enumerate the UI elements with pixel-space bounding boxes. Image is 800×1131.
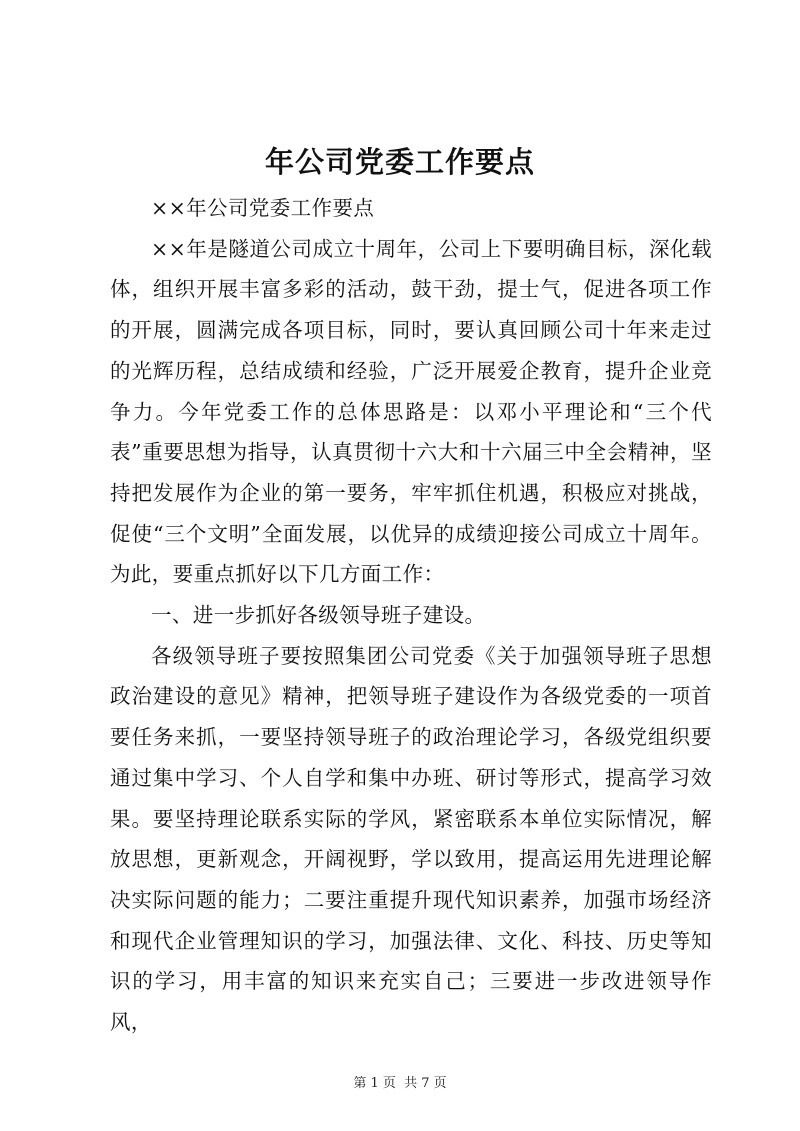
subtitle-paragraph: ××年公司党委工作要点 bbox=[151, 196, 375, 220]
document-title: 年公司党委工作要点 bbox=[264, 145, 535, 179]
section-heading: 一、进一步抓好各级领导班子建设。 bbox=[151, 603, 486, 628]
section-paragraph: 各级领导班子要按照集团公司党委《关于加强领导班子思想政治建设的意见》精神，把领导班子建设作为各级党委的一项首要任务来抓，一要坚持领导班子的政治理论学习，各级党组织要通过集中学习、个人自学和集中办班、研讨等形式，提高学习效果。要坚持理论联系实际的学风，紧密联系本单位实际情况，解放思想，更新观念，开阔视野，学以致用，提高运用先进理论解决实际问题的能力；二要注重提升现代知识素养，加强市场经济和现代企业管理知识的学习，加强法律、文化、科技、历史等知识的学习，用丰富的知识来充实自己；三要进一步改进领导作风， bbox=[110, 643, 712, 1035]
page-footer bbox=[0, 1072, 800, 1091]
document-body bbox=[110, 188, 712, 1043]
total-pages: 共 7 页 bbox=[404, 1076, 447, 1091]
intro-paragraph: ××年是隧道公司成立十周年，公司上下要明确目标，深化载体，组织开展丰富多彩的活动，鼓干劲，提士气，促进各项工作的开展，圆满完成各项目标，同时，要认真回顾公司十年来走过的光辉历程，总结成绩和经验，广泛开展爱企教育，提升企业竞争力。今年党委工作的总体思路是：以邓小平理论和“三个代表”重要思想为指导，认真贯彻十六大和十六届三中全会精神，坚持把发展作为企业的第一要务，牢牢抓住机遇，积极应对挑战，促使“三个文明”全面发展，以优异的成绩迎接公司成立十周年。为此，要重点抓好以下几方面工作： bbox=[110, 236, 712, 587]
current-page-number: 第 1 页 bbox=[353, 1076, 396, 1091]
